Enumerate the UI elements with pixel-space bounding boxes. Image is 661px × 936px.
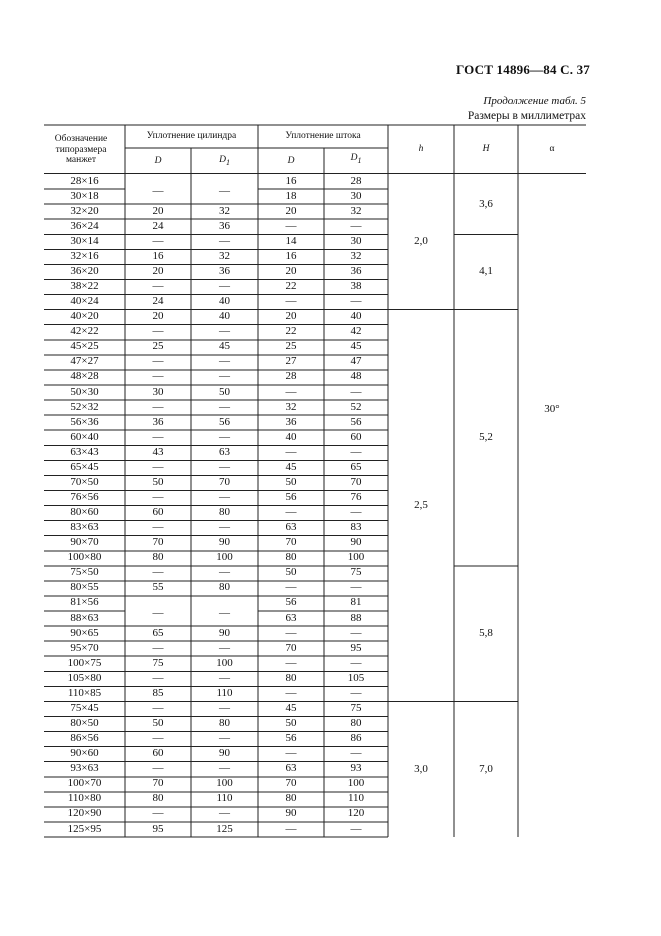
cyl-d-cell: — (152, 355, 164, 368)
rod-d1-cell: 110 (347, 792, 365, 805)
rod-d1-cell: 30 (350, 234, 362, 247)
designation-cell: 90×65 (70, 626, 99, 639)
cyl-d-cell: — (152, 234, 164, 247)
designation-cell: 76×56 (70, 491, 99, 503)
cyl-d-cell: — (152, 641, 164, 654)
designation-cell: 120×90 (67, 807, 102, 820)
rod-d-cell: 28 (285, 370, 297, 383)
cyl-d1-cell: — (219, 280, 230, 293)
rod-d1-cell: — (350, 686, 362, 699)
cyl-d-cell: 60 (152, 747, 164, 760)
rod-d1-cell: 45 (350, 340, 362, 353)
designation-cell: 40×24 (70, 295, 99, 308)
designation-cell: 75×50 (70, 566, 99, 579)
designation-cell: 93×63 (70, 762, 99, 775)
rod-d-cell: 22 (285, 280, 297, 293)
cyl-d1-cell: — (219, 762, 230, 775)
cyl-d-cell: 70 (152, 777, 164, 790)
designation-cell: 40×20 (70, 310, 99, 323)
rod-d1-cell: 48 (350, 370, 362, 383)
designation-cell: 100×70 (67, 777, 102, 790)
rod-d-cell: — (285, 506, 297, 519)
rod-d-cell: 36 (285, 415, 297, 428)
cyl-d-cell: — (152, 491, 164, 503)
rod-d-cell: 27 (285, 355, 297, 368)
designation-cell: 56×36 (70, 415, 99, 428)
rod-d1-cell: 32 (350, 249, 362, 262)
cyl-d-cell: 50 (152, 475, 164, 488)
rod-d1-cell: — (350, 385, 362, 398)
designation-cell: 65×45 (70, 460, 99, 473)
cyl-d1-cell: — (219, 370, 230, 383)
cyl-d-cell: — (152, 732, 164, 745)
rod-d-cell: — (285, 385, 297, 398)
table-continuation-note: Продолжение табл. 5 (483, 95, 586, 107)
rod-d-cell: 70 (285, 777, 297, 790)
cyl-d-cell: 80 (152, 551, 164, 564)
rod-d1-cell: 60 (350, 430, 362, 443)
cyl-d1-cell: 110 (216, 792, 233, 805)
rod-d-cell: 50 (285, 475, 297, 488)
rod-d-cell: — (285, 656, 297, 669)
rod-d1-cell: 38 (350, 280, 362, 293)
cyl-d1-cell: 100 (216, 551, 233, 564)
cyl-d-cell: 55 (152, 581, 164, 594)
cyl-d1-cell: 36 (219, 264, 230, 277)
cyl-d-cell: — (152, 671, 164, 684)
rod-d1-cell: — (350, 747, 362, 760)
cyl-d1-cell: 100 (216, 656, 233, 669)
cyl-d1-cell: 125 (216, 822, 233, 835)
cyl-d-cell: 95 (152, 822, 164, 835)
rod-d-cell: 32 (285, 400, 297, 413)
rod-d-cell: 80 (285, 671, 297, 684)
rod-d-cell: 22 (285, 325, 297, 338)
rod-d-cell: 70 (285, 641, 297, 654)
cyl-d1-cell: 32 (219, 204, 230, 217)
cyl-d1-cell: 100 (216, 777, 233, 790)
designation-cell: 80×55 (70, 581, 99, 594)
rod-d1-cell: — (350, 295, 362, 308)
rod-d1-cell: 32 (350, 204, 362, 217)
rod-d-cell: 14 (285, 234, 297, 247)
designation-cell: 83×63 (70, 521, 99, 534)
rod-d1-cell: 75 (350, 566, 362, 579)
cyl-d-cell: 20 (152, 310, 164, 323)
designation-cell: 32×20 (70, 204, 99, 217)
cyl-d-cell: — (152, 566, 164, 579)
rod-d1-cell: 70 (350, 475, 362, 488)
cyl-d-cell: 80 (152, 792, 164, 805)
cyl-d-cell: — (152, 807, 164, 820)
col-designation-header: Обозначение типоразмера манжет (54, 134, 108, 165)
cyl-d1-cell: — (219, 521, 230, 534)
designation-cell: 60×40 (70, 430, 99, 443)
rod-d1-cell: 100 (347, 551, 365, 564)
cyl-d1-cell: — (219, 807, 230, 820)
designation-cell: 110×80 (67, 792, 102, 805)
cyl-d1-cell: 45 (219, 340, 230, 353)
designation-cell: 47×27 (70, 355, 99, 368)
h-value-cell: 3,0 (414, 762, 428, 775)
rod-d-cell: 56 (285, 491, 297, 503)
col-H-header: H (482, 144, 490, 154)
cyl-d-cell: 75 (152, 656, 164, 669)
cyl-d-cell: 65 (152, 626, 164, 639)
cyl-d-cell: — (152, 521, 164, 534)
col-alpha-header: α (549, 144, 555, 154)
rod-d1-cell: 105 (347, 671, 365, 684)
rod-d1-cell: — (350, 822, 362, 835)
rod-d-cell: 90 (285, 807, 297, 820)
rod-d1-cell: 40 (350, 310, 362, 323)
rod-d1-cell: — (350, 219, 362, 232)
cyl-d-cell: 20 (152, 264, 164, 277)
cyl-d1-cell: — (219, 184, 230, 197)
designation-cell: 100×75 (67, 656, 102, 669)
cyl-d-cell: 85 (152, 686, 164, 699)
cyl-d1-cell: — (219, 460, 230, 473)
cyl-d1-cell: — (219, 430, 230, 443)
h-value-cell: 2,5 (414, 499, 428, 512)
cyl-d1-cell: 80 (219, 717, 230, 730)
designation-cell: 90×60 (70, 747, 99, 760)
rod-d-cell: 45 (285, 701, 297, 714)
rod-d-cell: 16 (285, 249, 297, 262)
rod-d1-cell: 88 (350, 611, 362, 624)
cyl-d1-cell: 40 (219, 310, 230, 323)
cyl-d-cell: 24 (152, 219, 164, 232)
rod-d-cell: 20 (285, 264, 297, 277)
designation-cell: 105×80 (67, 671, 102, 684)
designation-cell: 48×28 (70, 370, 99, 383)
rod-d1-cell: 95 (350, 641, 362, 654)
rod-d-cell: — (285, 747, 297, 760)
rod-d1-cell: — (350, 626, 362, 639)
rod-d1-cell: 28 (350, 174, 362, 187)
H-value-cell: 7,0 (479, 762, 493, 775)
rod-d-cell: 63 (285, 762, 297, 775)
designation-cell: 81×56 (70, 596, 99, 609)
designation-cell: 45×25 (70, 340, 99, 353)
rod-d-cell: 40 (285, 430, 297, 443)
cyl-d1-cell: 56 (219, 415, 230, 428)
h-value-cell: 2,0 (414, 235, 428, 248)
designation-cell: 110×85 (67, 686, 102, 699)
cyl-d1-cell: 32 (219, 249, 230, 262)
cyl-d1-cell: — (219, 234, 230, 247)
designation-cell: 36×24 (70, 219, 99, 232)
rod-d1-cell: — (350, 581, 362, 594)
designation-cell: 38×22 (70, 280, 99, 293)
cyl-d-cell: — (152, 184, 164, 197)
designation-cell: 52×32 (70, 400, 99, 413)
rod-d1-cell: 76 (350, 491, 362, 503)
designation-cell: 86×56 (70, 732, 99, 745)
col-rod-group-header: Уплотнение штока (285, 131, 361, 141)
rod-d-cell: 70 (285, 536, 297, 549)
rod-d1-cell: 30 (350, 189, 362, 202)
cyl-d-cell: — (152, 400, 164, 413)
col-cyl-group-header: Уплотнение цилиндра (146, 131, 237, 141)
cyl-d1-cell: — (219, 671, 230, 684)
rod-d-cell: 20 (285, 204, 297, 217)
rod-d1-cell: 90 (350, 536, 362, 549)
cyl-d1-cell: 90 (219, 536, 230, 549)
cyl-d1-cell: 70 (219, 475, 230, 488)
rod-d-cell: 50 (285, 566, 297, 579)
col-h-header: h (418, 144, 424, 154)
cyl-d-cell: 60 (152, 506, 164, 519)
units-note: Размеры в миллиметрах (467, 110, 586, 122)
cyl-d-cell: — (152, 606, 164, 619)
designation-cell: 95×70 (70, 641, 99, 654)
rod-d-cell: — (285, 445, 297, 458)
cyl-d1-cell: — (219, 566, 230, 579)
designation-cell: 28×16 (70, 174, 99, 187)
designation-cell: 100×80 (67, 551, 102, 564)
rod-d-cell: — (285, 295, 297, 308)
rod-d-cell: 63 (285, 521, 297, 534)
cyl-d-cell: 25 (152, 340, 164, 353)
cyl-d1-cell: — (219, 491, 230, 503)
rod-d-cell: 16 (285, 174, 297, 187)
rod-d-cell: — (285, 822, 297, 835)
H-value-cell: 4,1 (479, 265, 493, 278)
rod-d-cell: 18 (285, 189, 297, 202)
cyl-d1-cell: 63 (219, 445, 230, 458)
cyl-d-cell: — (152, 701, 164, 714)
designation-cell: 50×30 (70, 385, 99, 398)
rod-d1-cell: 47 (350, 355, 362, 368)
cyl-d1-cell: 80 (219, 581, 230, 594)
cyl-d1-cell: 110 (216, 686, 233, 699)
rod-d1-cell: — (350, 506, 362, 519)
standard-header: ГОСТ 14896—84 С. 37 (456, 62, 590, 77)
cyl-d-cell: 30 (152, 385, 164, 398)
designation-cell: 30×14 (70, 234, 99, 247)
cyl-d1-cell: 40 (219, 295, 230, 308)
rod-d1-cell: 100 (347, 777, 365, 790)
rod-d-cell: 56 (285, 732, 297, 745)
cyl-d-cell: — (152, 762, 164, 775)
rod-d1-cell: 65 (350, 460, 362, 473)
H-value-cell: 5,8 (479, 627, 493, 640)
designation-cell: 32×16 (70, 249, 99, 262)
designation-cell: 30×18 (70, 189, 99, 202)
cyl-d-cell: — (152, 280, 164, 293)
designation-cell: 88×63 (70, 611, 99, 624)
cyl-d-cell: 70 (152, 536, 164, 549)
rod-d-cell: — (285, 219, 297, 232)
col-rod-d-header: D (287, 156, 295, 166)
rod-d1-cell: 81 (350, 596, 362, 609)
rod-d-cell: 56 (285, 596, 297, 609)
cyl-d1-cell: — (219, 641, 230, 654)
rod-d-cell: 63 (285, 611, 297, 624)
cyl-d-cell: 43 (152, 445, 164, 458)
rod-d-cell: — (285, 686, 297, 699)
col-cyl-d-header: D (154, 156, 162, 166)
cyl-d1-cell: — (219, 325, 230, 338)
rod-d-cell: 25 (285, 340, 297, 353)
cyl-d1-cell: — (219, 355, 230, 368)
cyl-d1-cell: 36 (219, 219, 230, 232)
designation-cell: 80×50 (70, 717, 99, 730)
cyl-d-cell: 20 (152, 204, 164, 217)
rod-d1-cell: 42 (350, 325, 362, 338)
col-cyl-d1-header: $D_1$ (219, 155, 230, 167)
cyl-d1-cell: 90 (219, 626, 230, 639)
cyl-d-cell: — (152, 430, 164, 443)
rod-d1-cell: 80 (350, 717, 362, 730)
rod-d1-cell: 75 (350, 701, 362, 714)
cyl-d1-cell: — (219, 400, 230, 413)
rod-d1-cell: 86 (350, 732, 362, 745)
cyl-d-cell: 24 (152, 295, 164, 308)
rod-d-cell: — (285, 581, 297, 594)
rod-d1-cell: 83 (350, 521, 362, 534)
cyl-d1-cell: — (219, 732, 230, 745)
cyl-d-cell: 16 (152, 249, 164, 262)
cyl-d-cell: — (152, 460, 164, 473)
rod-d1-cell: — (350, 445, 362, 458)
cyl-d1-cell: — (219, 701, 230, 714)
rod-d1-cell: 120 (347, 807, 365, 820)
designation-cell: 90×70 (70, 536, 99, 549)
rod-d1-cell: — (350, 656, 362, 669)
designation-cell: 70×50 (70, 475, 99, 488)
alpha-value-cell: 30° (544, 403, 560, 416)
col-rod-d1-header: $D_1$ (350, 153, 362, 165)
designation-cell: 125×95 (67, 822, 102, 835)
cyl-d-cell: — (152, 370, 164, 383)
rod-d-cell: 80 (285, 551, 297, 564)
rod-d1-cell: 36 (350, 264, 362, 277)
rod-d-cell: 45 (285, 460, 297, 473)
rod-d-cell: 20 (285, 310, 297, 323)
rod-d1-cell: 52 (350, 400, 362, 413)
cyl-d1-cell: 90 (219, 747, 230, 760)
designation-cell: 36×20 (70, 264, 99, 277)
designation-cell: 42×22 (70, 325, 99, 338)
cyl-d1-cell: — (219, 606, 230, 619)
cyl-d-cell: 50 (152, 717, 164, 730)
cyl-d1-cell: 80 (219, 506, 230, 519)
rod-d-cell: 80 (285, 792, 297, 805)
H-value-cell: 5,2 (479, 431, 493, 444)
designation-cell: 63×43 (70, 445, 99, 458)
designation-cell: 75×45 (70, 701, 99, 714)
cyl-d-cell: 36 (152, 415, 164, 428)
rod-d1-cell: 56 (350, 415, 362, 428)
designation-cell: 80×60 (70, 506, 99, 519)
rod-d-cell: 50 (285, 717, 297, 730)
cyl-d-cell: — (152, 325, 164, 338)
rod-d-cell: — (285, 626, 297, 639)
rod-d1-cell: 93 (350, 762, 362, 775)
H-value-cell: 3,6 (479, 197, 493, 210)
cyl-d1-cell: 50 (219, 385, 230, 398)
